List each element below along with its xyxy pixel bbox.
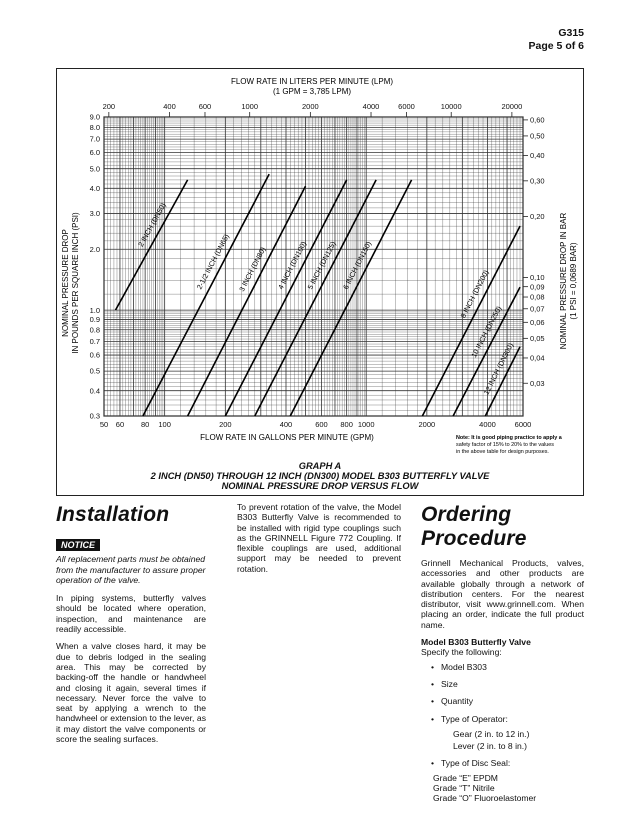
installation-column-2 <box>237 502 401 581</box>
seal-options <box>421 773 584 804</box>
ordering-intro: Grinnell Mechanical Products, valves, accessories and other products are available globally through a network of distribution centers. For the nearest distributor, visit www.grinnell.com. When placing an order, indicate the full product name. <box>421 558 584 630</box>
left-tick-label: 3.0 <box>89 209 100 219</box>
installation-paragraph-2: When a valve closes hard, it may be due to debris lodged in the sealing area. This may be corrected by backing-off the handle or handwheel and closing it again, several times if necessary. Never force the valve to seat by applying a wrench to the handwheel or extension to the lever, as it may distort the valve components or score the sealing surfaces. <box>56 641 206 745</box>
right-tick-label: 0,60 <box>530 115 545 125</box>
bottom-tick-label: 2000 <box>418 420 436 429</box>
notice-badge: NOTICE <box>56 539 100 551</box>
right-tick-label: 0,10 <box>530 273 545 283</box>
list-item: • Quantity <box>431 696 584 706</box>
series-label: 6 INCH (DN150) <box>341 239 374 291</box>
pressure-drop-chart <box>57 69 585 497</box>
left-tick-label: 0.4 <box>89 386 100 396</box>
design-note-1: Note: It is good piping practice to apply a <box>456 435 562 441</box>
bottom-tick-label: 200 <box>219 420 232 429</box>
bottom-tick-label: 6000 <box>514 420 532 429</box>
right-tick-label: 0,08 <box>530 292 545 302</box>
right-tick-label: 0,05 <box>530 333 545 343</box>
installation-column <box>56 503 206 751</box>
list-item: • Model B303 <box>431 662 584 672</box>
design-note-3: in the above table for design purposes. <box>456 449 549 455</box>
order-list <box>421 662 584 769</box>
right-tick-label: 0,07 <box>530 304 545 314</box>
left-tick-label: 0.8 <box>89 325 100 335</box>
graph-frame <box>56 68 584 496</box>
seal-nitrile: Grade “T” Nitrile <box>433 783 495 794</box>
bottom-tick-label: 60 <box>115 420 125 429</box>
bottom-tick-label: 400 <box>279 420 293 429</box>
left-tick-label: 4.0 <box>89 183 100 193</box>
ordering-heading-line-2: Procedure <box>421 527 527 550</box>
top-tick-label: 20000 <box>501 102 523 111</box>
right-tick-label: 0,06 <box>530 317 545 327</box>
model-subheading: Model B303 Butterfly Valve <box>421 637 531 648</box>
list-item <box>431 714 584 752</box>
left-axis-title-1: NOMINAL PRESSURE DROP <box>61 229 70 337</box>
page-number: Page 5 of 6 <box>528 40 584 52</box>
top-tick-label: 4000 <box>362 102 380 111</box>
top-tick-label: 2000 <box>302 102 319 111</box>
bottom-tick-label: 1000 <box>357 420 375 429</box>
right-tick-label: 0,09 <box>530 282 545 292</box>
left-tick-label: 8.0 <box>89 122 100 132</box>
left-tick-label: 2.0 <box>89 244 100 254</box>
list-item <box>431 758 584 768</box>
operator-lever: Lever (2 in. to 8 in.) <box>453 741 528 752</box>
top-tick-label: 400 <box>163 102 176 111</box>
seal-label: • Type of Disc Seal: <box>441 758 511 769</box>
bottom-tick-label: 4000 <box>479 420 496 429</box>
right-tick-label: 0,50 <box>530 131 545 141</box>
installation-paragraph-3: To prevent rotation of the valve, the Model B303 Butterfly Valve is recommended to be installed with rigid type couplings such as the GRINNELL Figure 772 Coupling. If flexible couplings are used, additional support may be needed to prevent rotation. <box>237 502 401 574</box>
right-axis-title-1: NOMINAL PRESSURE DROP IN BAR <box>559 212 568 350</box>
caption-line-3: NOMINAL PRESSURE DROP VERSUS FLOW <box>221 481 419 491</box>
installation-paragraph-1: In piping systems, butterfly valves should be located where operation, inspection, and maintenance are readily accessible. <box>56 593 206 635</box>
notice-text: All replacement parts must be obtained from the manufacturer to assure proper operation of the valve. <box>56 554 206 585</box>
installation-heading: Installation <box>56 503 170 526</box>
right-tick-label: 0,03 <box>530 378 545 388</box>
top-tick-label: 10000 <box>440 102 462 111</box>
specify-line: Specify the following: <box>421 647 502 658</box>
series-label: 3 INCH (DN80) <box>237 245 268 293</box>
series-line <box>188 186 309 416</box>
series-line <box>422 226 520 416</box>
bottom-tick-label: 600 <box>315 420 328 429</box>
left-tick-label: 7.0 <box>89 134 100 144</box>
series-label: 10 INCH (DN250) <box>469 304 504 359</box>
bottom-tick-label: 100 <box>158 420 171 429</box>
series-label: 4 INCH (DN100) <box>276 239 309 291</box>
top-tick-label: 600 <box>198 102 212 111</box>
right-tick-label: 0,04 <box>530 353 545 363</box>
bottom-tick-label: 50 <box>99 420 109 429</box>
right-axis-title-2: (1 PSI = 0,0689 BAR) <box>569 242 578 320</box>
bottom-tick-label: 80 <box>140 420 150 429</box>
bottom-tick-label: 800 <box>340 420 353 429</box>
design-note-2: safety factor of 15% to 20% to the values <box>456 442 554 448</box>
left-axis-title-2: IN POUNDS PER SQUARE INCH (PSI) <box>71 212 80 354</box>
graph-caption <box>56 461 584 491</box>
left-tick-label: 1.0 <box>89 305 100 315</box>
series-label: 2-1/2 INCH (DN65) <box>194 232 231 291</box>
left-tick-label: 0.3 <box>89 411 100 421</box>
ordering-column <box>421 503 584 804</box>
top-axis-subtitle: (1 GPM = 3,785 LPM) <box>272 87 352 96</box>
series-label: 12 INCH (DN300) <box>481 341 516 397</box>
series-label: 8 INCH (DN200) <box>458 268 491 320</box>
top-tick-label: 6000 <box>398 102 415 111</box>
left-tick-label: 0.7 <box>89 337 100 347</box>
left-tick-label: 0.9 <box>89 315 100 325</box>
operator-gear: Gear (2 in. to 12 in.) <box>453 728 530 739</box>
series-label: 2 INCH (DN50) <box>136 201 168 249</box>
bottom-axis-title: FLOW RATE IN GALLONS PER MINUTE (GPM) <box>200 433 374 442</box>
left-tick-label: 6.0 <box>89 148 100 158</box>
left-tick-label: 0.5 <box>89 366 100 376</box>
document-id: G315 <box>558 27 584 39</box>
seal-fluoro: Grade “O” Fluoroelastomer <box>433 793 537 804</box>
left-tick-label: 0.6 <box>89 350 100 360</box>
left-tick-label: 5.0 <box>89 164 100 174</box>
right-tick-label: 0,20 <box>530 212 545 222</box>
operator-label: • Type of Operator: <box>441 713 508 724</box>
ordering-heading-line-1: Ordering <box>421 503 512 526</box>
series-label: 5 INCH (DN125) <box>305 239 338 291</box>
right-tick-label: 0,30 <box>530 176 545 186</box>
top-tick-label: 1000 <box>241 102 259 111</box>
list-item: • Size <box>431 679 584 689</box>
left-tick-label: 9.0 <box>89 112 100 122</box>
seal-epdm: Grade “E” EPDM <box>433 772 498 783</box>
caption-line-2: 2 INCH (DN50) THROUGH 12 INCH (DN300) MODEL B303 BUTTERFLY VALVE <box>150 471 490 481</box>
caption-line-1: GRAPH A <box>298 461 342 471</box>
top-axis-title: FLOW RATE IN LITERS PER MINUTE (LPM) <box>230 77 394 86</box>
right-tick-label: 0,40 <box>530 151 545 161</box>
top-tick-label: 200 <box>102 102 116 111</box>
page-header <box>529 27 584 53</box>
